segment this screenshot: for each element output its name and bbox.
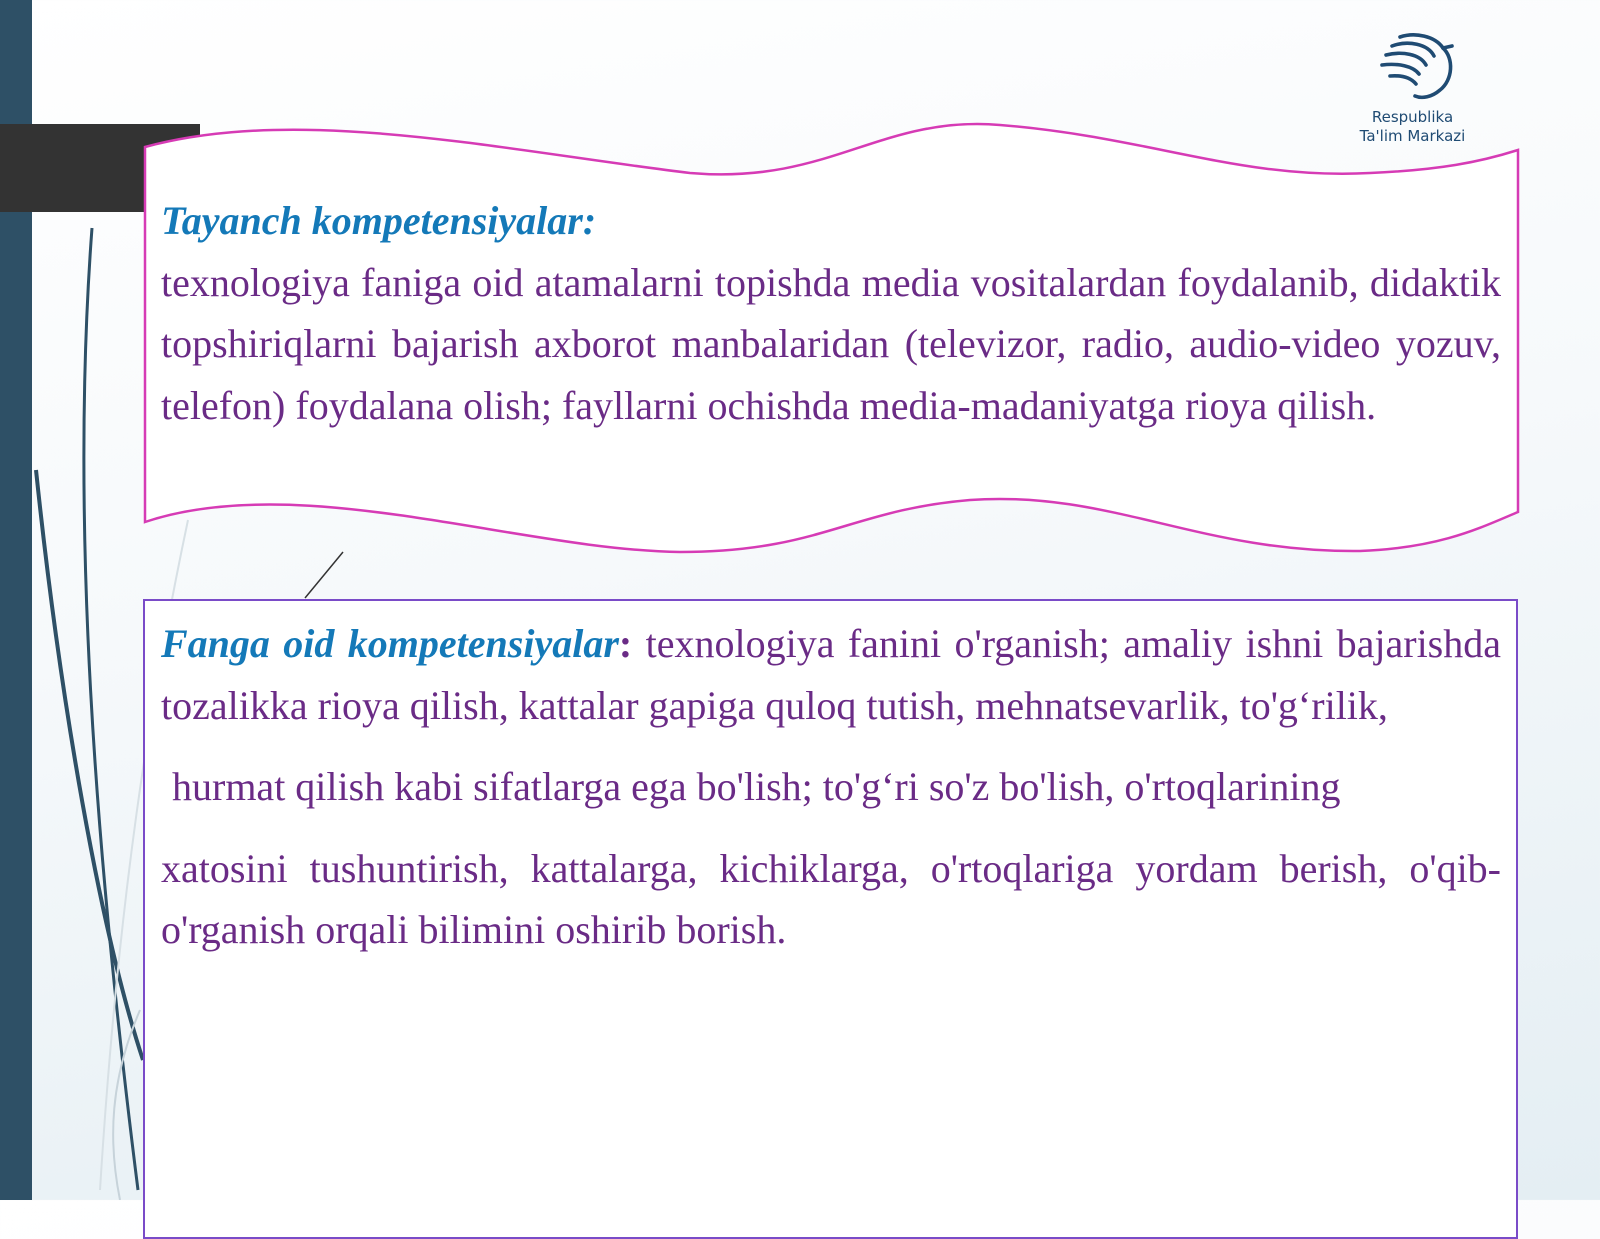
basic-competencies-heading: Tayanch kompetensiyalar: — [161, 198, 597, 243]
subject-competencies-para3: xatosini tushuntirish, kattalarga, kichiklarga, o'rtoqlariga yordam berish, o'qib-o'rganish orqali bilimini oshirib borish. — [161, 845, 1501, 952]
subject-competencies-para1 — [161, 613, 1501, 736]
heading-colon: : — [618, 621, 633, 666]
subject-competencies-para2: hurmat qilish kabi sifatlarga ega bo'lish; to'g‘ri so'z bo'lish, o'rtoqlarining — [172, 764, 1341, 809]
basic-competencies-text: texnologiya faniga oid atamalarni topishda media vositalardan foydalanib, didaktik topshiriqlarni bajarish axborot manbalaridan (televizor, radio, audio-video yozuv, telefon) foydalana olish; fayllarni ochishda media-madaniyatga rioya qilish. — [161, 259, 1501, 428]
basic-competencies-section — [161, 190, 1501, 436]
subject-competencies-heading: Fanga oid kompetensiyalar — [161, 621, 619, 666]
logo-name-line2: Ta'lim Markazi — [1359, 127, 1466, 145]
subject-competencies-section — [161, 613, 1501, 961]
logo-name-line1: Respublika — [1371, 108, 1454, 126]
subject-competencies-box — [143, 599, 1518, 1239]
subject-competencies-text1: texnologiya fanini o'rganish; amaliy ishni bajarishda tozalikka rioya qilish, kattalar gapiga quloq tutish, mehnatsevarlik, to'g‘rilik, — [161, 621, 1501, 728]
